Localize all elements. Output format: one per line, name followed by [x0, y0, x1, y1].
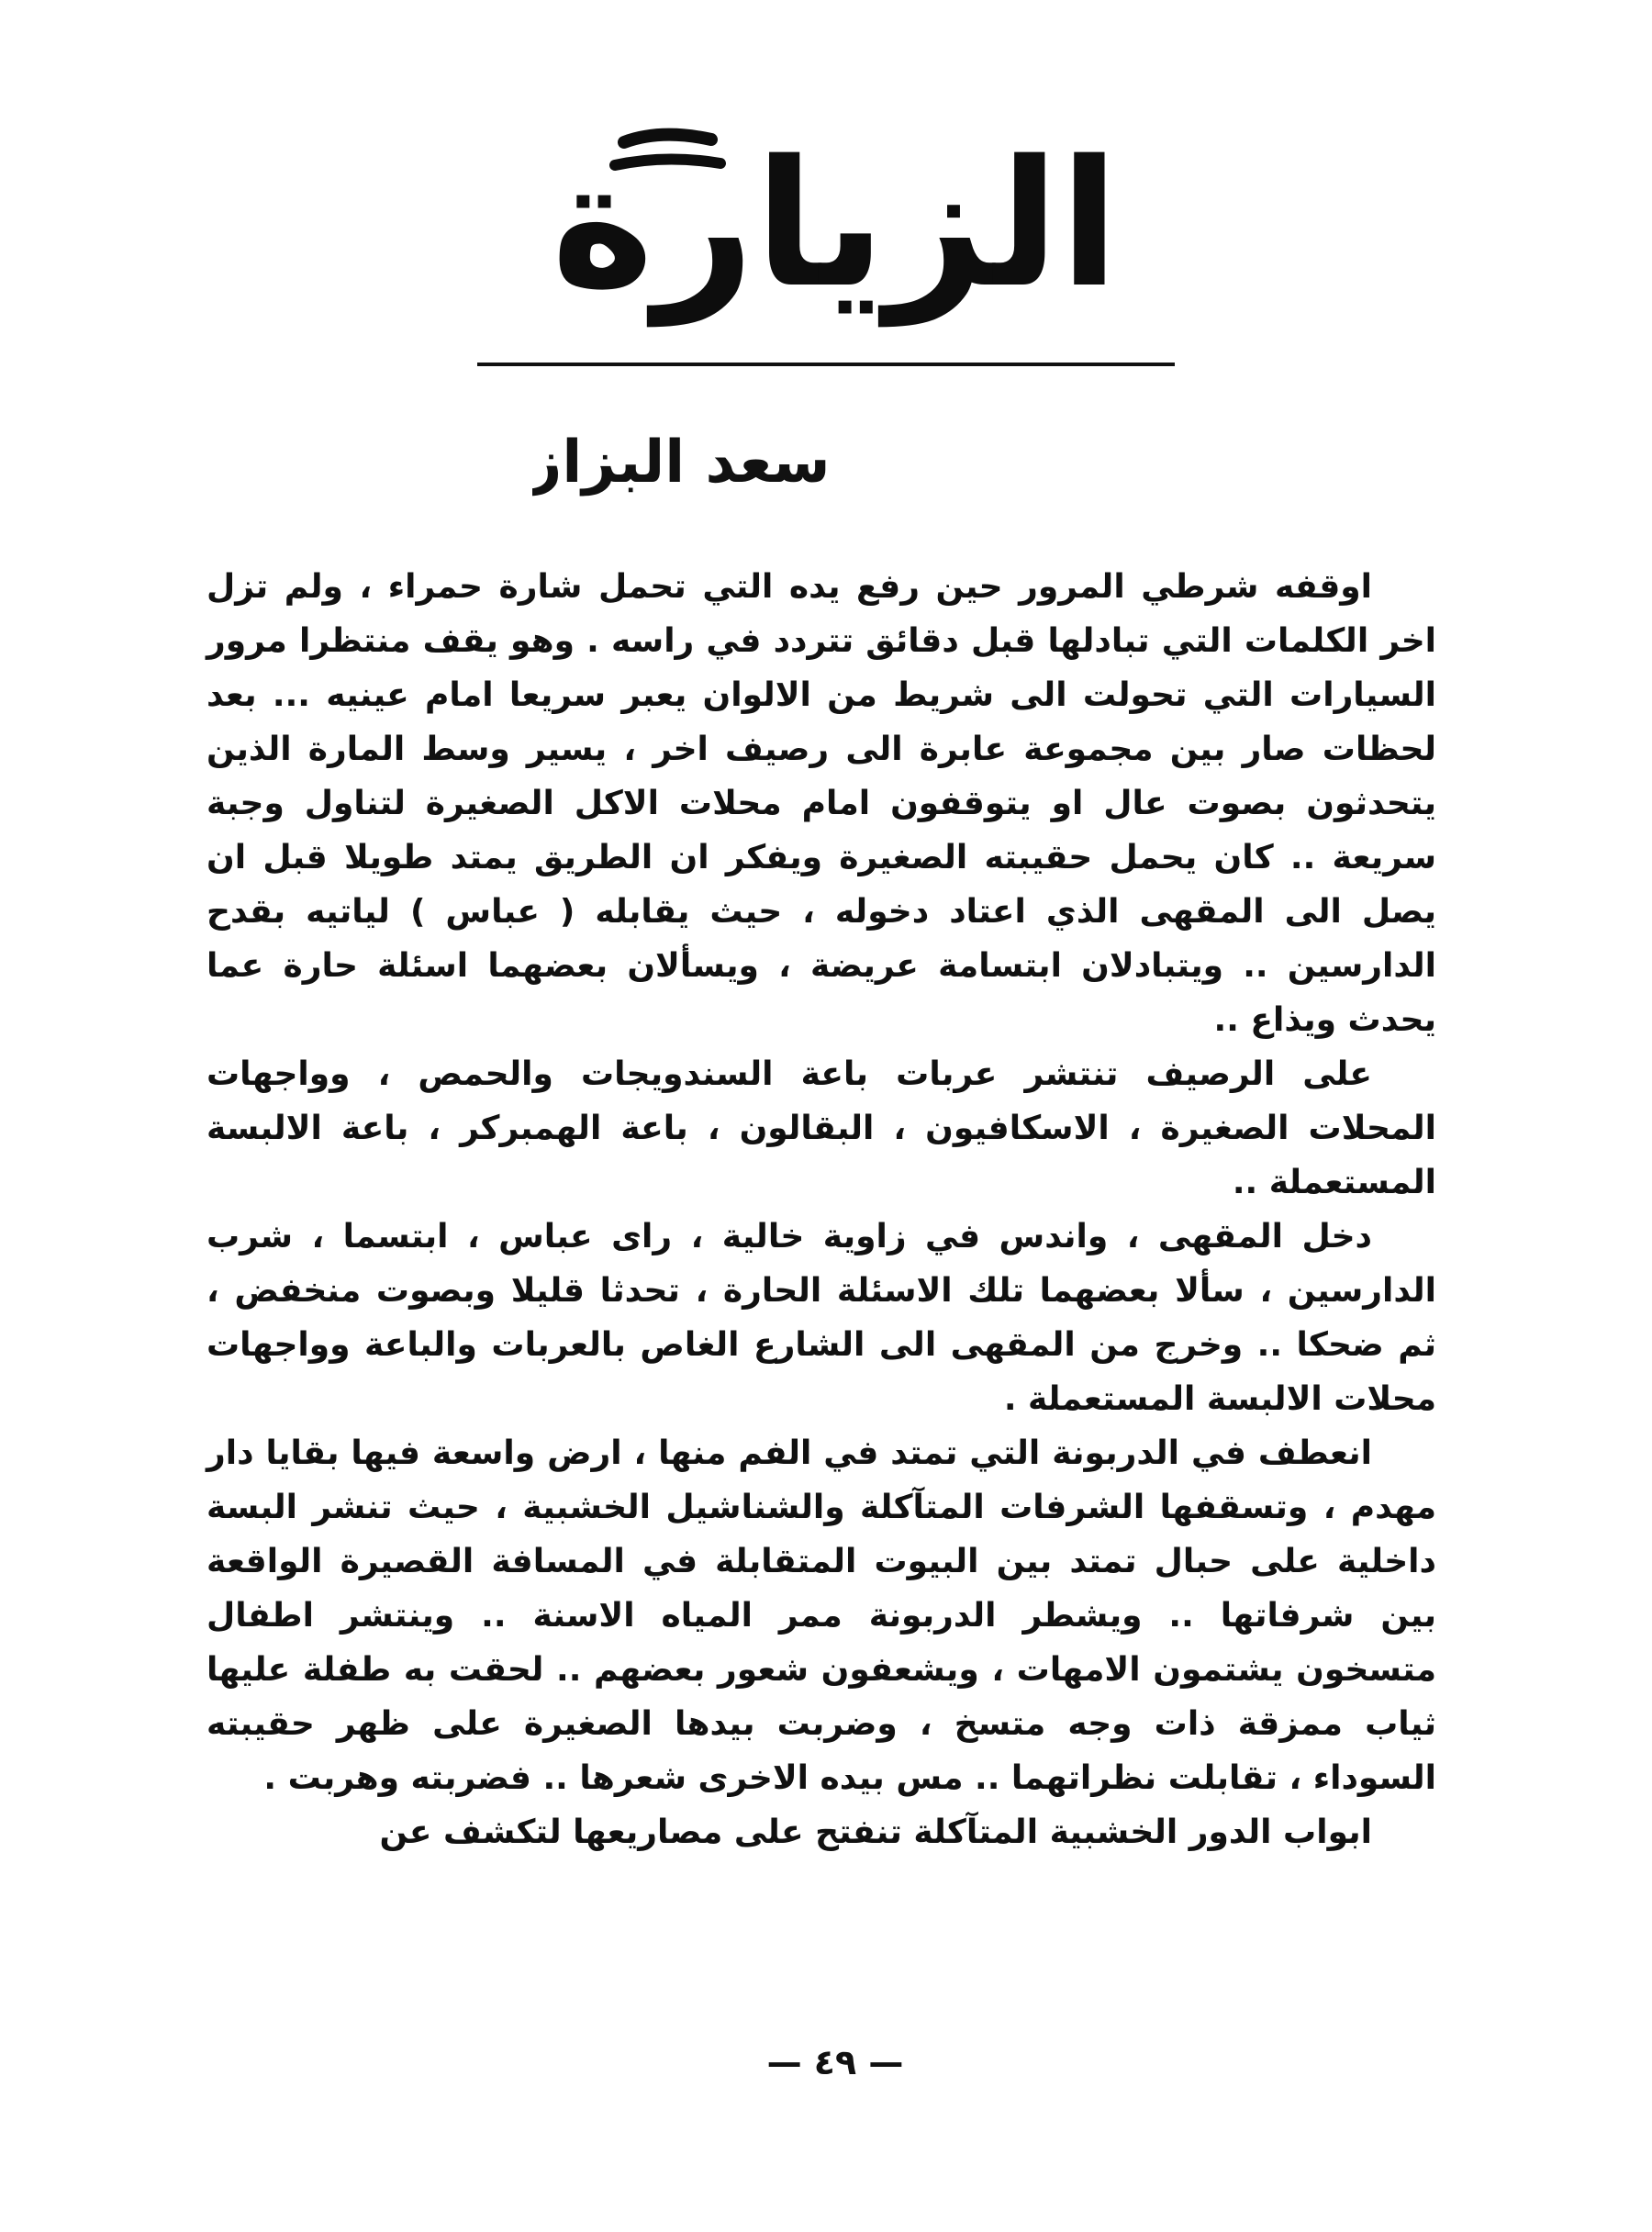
paragraph-2: على الرصيف تنتشر عربات باعة السندويجات والحمص ، وواجهات المحلات الصغيرة ، الاسكافيون ، البقالون ، باعة الهمبركر ، باعة الالبسة المستعملة ..	[206, 1055, 1436, 1201]
page-number: — ٤٩ —	[766, 2042, 904, 2082]
author-signature	[532, 408, 826, 509]
paragraph-3: دخل المقهى ، واندس في زاوية خالية ، راى عباس ، ابتسما ، شرب الدارسين ، سألا بعضهما تلك الاسئلة الحارة ، تحدثا قليلا وبصوت منخفض ، ثم ضحكا .. وخرج من المقهى الى الشارع الغاص بالعربات والباعة وواجهات محلات الالبسة المستعملة .	[206, 1218, 1436, 1418]
title-divider	[477, 363, 1175, 366]
story-title-text: الزيارة	[551, 123, 1120, 326]
author-handwriting-graphic	[532, 408, 826, 509]
story-body	[206, 560, 1436, 1859]
calligraphic-title-graphic	[514, 101, 1156, 340]
author-name: سعد البزاز	[532, 429, 826, 497]
paragraph-4: انعطف في الدربونة التي تمتد في الفم منها ، ارض واسعة فيها بقايا دار مهدم ، وتسقفها الشرفات المتآكلة والشناشيل الخشبية ، حيث تنشر البسة داخلية على حبال تمتد بين البيوت المتقابلة في المسافة القصيرة الواقعة بين شرفاتها .. ويشطر الدربونة ممر المياه الاسنة .. وينتشر اطفال متسخون يشتمون الامهات ، ويشعفون شعور بعضهم .. لحقت به طفلة عليها ثياب ممزقة ذات وجه متسخ ، وضربت بيدها الصغيرة على ظهر حقيبته السوداء ، تقابلت نظراتهما .. مس بيده الاخرى شعرها .. فضربته وهربت .	[206, 1434, 1436, 1797]
paragraph-1: اوقفه شرطي المرور حين رفع يده التي تحمل شارة حمراء ، ولم تزل اخر الكلمات التي تبادلها قبل دقائق تتردد في راسه . وهو يقف منتظرا مرور السيارات التي تحولت الى شريط من الالوان يعبر سريعا امام عينيه ... بعد لحظات صار بين مجموعة عابرة الى رصيف اخر ، يسير وسط المارة الذين يتحدثون بصوت عال او يتوقفون امام محلات الاكل الصغيرة لتناول وجبة سريعة .. كان يحمل حقيبته الصغيرة ويفكر ان الطريق يمتد طويلا قبل ان يصل الى المقهى الذي اعتاد دخوله ، حيث يقابله ( عباس ) لياتيه بقدح الدارسين .. ويتبادلان ابتسامة عريضة ، ويسألان بعضهما اسئلة حارة عما يحدث ويذاع ..	[206, 568, 1436, 1039]
paragraph-5: ابواب الدور الخشبية المتآكلة تنفتح على مصاريعها لتكشف عن	[379, 1814, 1372, 1851]
story-title	[514, 101, 1156, 340]
